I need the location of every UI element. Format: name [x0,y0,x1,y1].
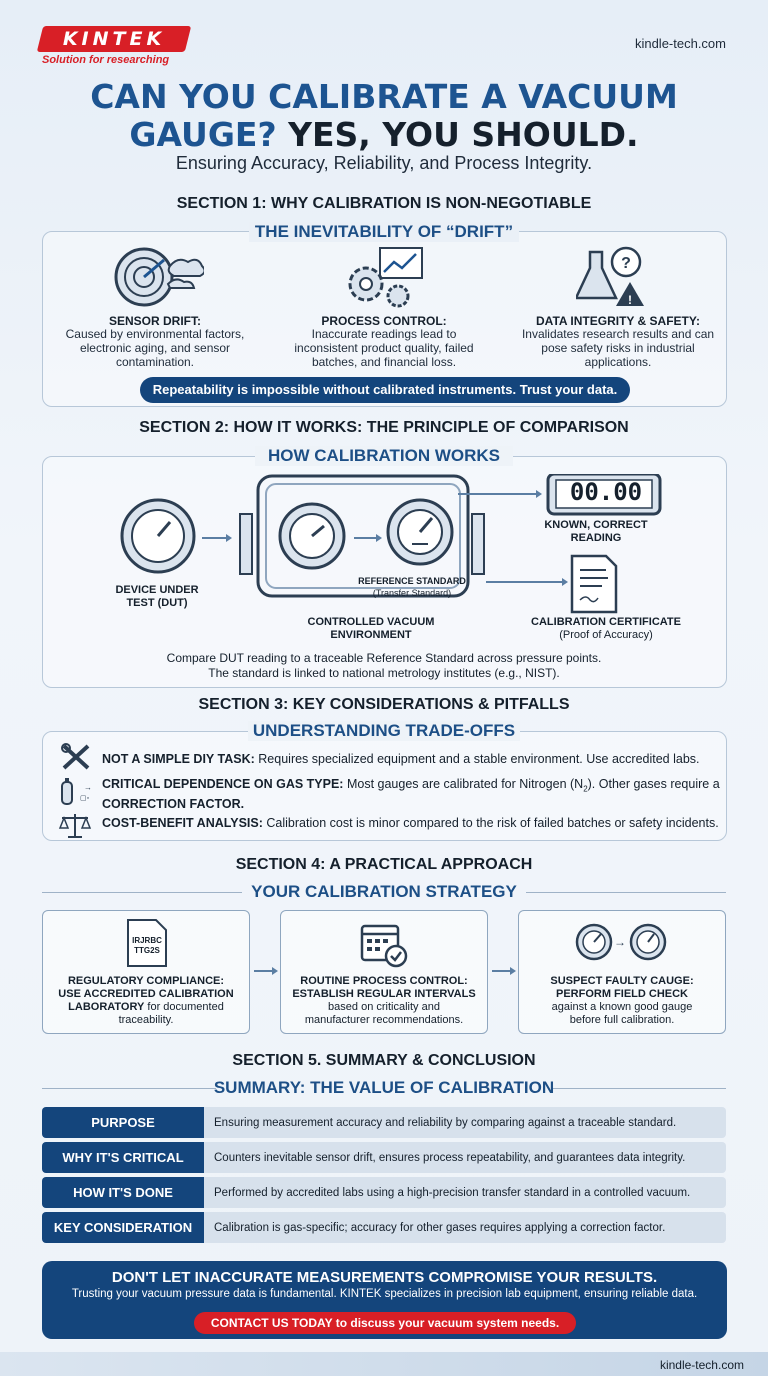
pitfall3-title: COST-BENEFIT ANALYSIS: [102,816,263,830]
item3-text: Invalidates research results and can pose safety risks in industrial applications. [521,327,715,369]
card2-bold2: ESTABLISH REGULAR INTERVALS [292,988,476,1000]
card3-bold2: PERFORM FIELD CHECK [556,988,688,1000]
contact-us-button[interactable]: CONTACT US TODAY to discuss your vacuum system needs. [194,1312,576,1334]
card3-bold1: SUSPECT FAULTY CAUGE: [550,975,694,987]
summary-value-why: Counters inevitable sensor drift, ensures process repeatability, and guarantees data integrity. [204,1142,726,1173]
pitfall2-line2: CORRECTION FACTOR. [102,796,245,811]
card2-bold1: ROUTINE PROCESS CONTROL: [300,975,468,987]
doc-text-1: IRJRBC [132,936,162,945]
footer-bar [0,1352,768,1376]
svg-text:→: → [84,783,92,792]
section2-heading: SECTION 2: HOW IT WORKS: THE PRINCIPLE OF COMPARISON [139,419,629,436]
card3-text [524,975,720,1027]
section3-subheading: UNDERSTANDING TRADE-OFFS [248,721,520,741]
card2-text1: based on criticality and [328,1001,440,1013]
section5-heading: SECTION 5. SUMMARY & CONCLUSION [232,1052,536,1069]
card1-bold1: REGULATORY COMPLIANCE: [67,975,225,987]
svg-text:!: ! [628,293,632,307]
display-reading: 00.00 [569,478,643,506]
cta-text: Trusting your vacuum pressure data is fundamental. KINTEK specializes in precision lab equipment, ensuring reliable data. [71,1288,698,1300]
pitfall-row-2 [102,777,722,812]
doc-text [124,936,170,956]
kintek-logo[interactable] [37,26,191,52]
title-line2-dark: YES, YOU SHOULD. [288,115,639,154]
site-url-top[interactable]: kindle-tech.com [634,36,726,51]
doc-text-2: TTG2S [134,946,160,955]
gas-cylinder-icon [58,776,96,806]
pitfall-row-1 [102,752,722,767]
pitfall2-title: CRITICAL DEPENDENCE ON GAS TYPE: [102,777,344,791]
section5-subheading: SUMMARY: THE VALUE OF CALIBRATION [213,1078,555,1097]
section2-subheading: HOW CALIBRATION WORKS [255,446,513,466]
item1-text: Caused by environmental factors, electronic aging, and sensor contamination. [65,327,245,369]
arrow-1-icon [252,964,278,978]
arrow-2-icon [490,964,516,978]
section1-heading: SECTION 1: WHY CALIBRATION IS NON-NEGOTIABLE [176,195,592,212]
card3-text2: before full calibration. [569,1014,675,1026]
known-reading-label: KNOWN, CORRECT READING [544,519,648,544]
section4-subheading: YOUR CALIBRATION STRATEGY [251,882,517,901]
svg-text:?: ? [621,255,631,272]
pitfall-row-3 [102,816,722,831]
card1-tail: for documented traceability. [118,1001,224,1026]
pitfall2-text2: ). Other gases require a [587,777,720,791]
section3-heading: SECTION 3: KEY CONSIDERATIONS & PITFALLS [198,696,570,713]
page-title [0,78,768,154]
scales-icon [58,810,92,840]
certificate-label: CALIBRATION CERTIFICATE [531,616,681,628]
svg-text:→: → [614,935,626,949]
section2-caption2: The standard is linked to national metrology institutes (e.g., NIST). [208,666,560,680]
pitfall2-sub: 2 [583,784,588,794]
gauges-compare-icon [574,920,670,964]
card2-text2: manufacturer recommendations. [304,1014,464,1026]
logo-tagline: Solution for researching [42,54,170,66]
title-line1: CAN YOU CALIBRATE A VACUUM [90,77,678,116]
tools-icon [60,742,92,772]
summary-value-how: Performed by accredited labs using a high-precision transfer standard in a controlled vacuum. [204,1177,726,1208]
logo-text: KINTEK [62,28,166,50]
item2-text: Inaccurate readings lead to inconsistent product quality, failed batches, and financial loss. [294,327,474,369]
pitfall1-title: NOT A SIMPLE DIY TASK: [102,752,255,766]
calendar-check-icon [358,920,410,968]
gauge-drift-icon [108,244,204,310]
cta-heading: DON'T LET INACCURATE MEASUREMENTS COMPROMISE YOUR RESULTS. [111,1269,658,1286]
pitfall3-text: Calibration cost is minor compared to the risk of failed batches or safety incidents. [266,816,719,830]
card1-bold2: USE ACCREDITED CALIBRATION [58,988,234,1000]
summary-value-consideration: Calibration is gas-specific; accuracy for other gases requires applying a correction factor. [204,1212,726,1243]
page-subtitle: Ensuring Accuracy, Reliability, and Process Integrity. [175,153,593,173]
item3-title: DATA INTEGRITY & SAFETY: [536,314,700,328]
site-url-bottom[interactable]: kindle-tech.com [659,1358,744,1372]
item1-title: SENSOR DRIFT: [108,314,201,328]
title-line2-blue: GAUGE? [129,115,277,154]
pitfall1-text: Requires specialized equipment and a stable environment. Use accredited labs. [258,752,700,766]
chamber-label: CONTROLLED VACUUM ENVIRONMENT [307,616,435,641]
gears-chart-icon [342,244,428,310]
flask-warning-icon [576,244,650,310]
card1-text [48,975,244,1027]
certificate-sub: (Proof of Accuracy) [559,629,653,641]
section2-caption1: Compare DUT reading to a traceable Reference Standard across pressure points. [166,651,602,665]
card1-bold3: LABORATORY [68,1001,145,1013]
summary-key-purpose: PURPOSE [42,1107,204,1138]
pitfall2-text: Most gauges are calibrated for Nitrogen (N [346,777,584,791]
section1-banner: Repeatability is impossible without calibrated instruments. Trust your data. [140,377,630,403]
ref-standard-label: REFERENCE STANDARD [358,576,466,586]
svg-text:▢▫: ▢▫ [80,795,90,802]
summary-key-how: HOW IT'S DONE [42,1177,204,1208]
summary-key-why: WHY IT'S CRITICAL [42,1142,204,1173]
certificate-icon [572,556,616,612]
card2-text [286,975,482,1027]
item2-title: PROCESS CONTROL: [321,314,447,328]
section4-heading: SECTION 4: A PRACTICAL APPROACH [235,856,533,873]
title-line2 [0,116,768,154]
section1-subheading: THE INEVITABILITY OF “DRIFT” [249,222,519,242]
dut-gauge-icon [122,500,194,572]
card3-text1: against a known good gauge [551,1001,693,1013]
summary-key-consideration: KEY CONSIDERATION [42,1212,204,1243]
ref-standard-sub: (Transfer Standard) [372,588,452,598]
summary-value-purpose: Ensuring measurement accuracy and reliability by comparing against a traceable standard. [204,1107,726,1138]
dut-label: DEVICE UNDER TEST (DUT) [115,584,199,609]
